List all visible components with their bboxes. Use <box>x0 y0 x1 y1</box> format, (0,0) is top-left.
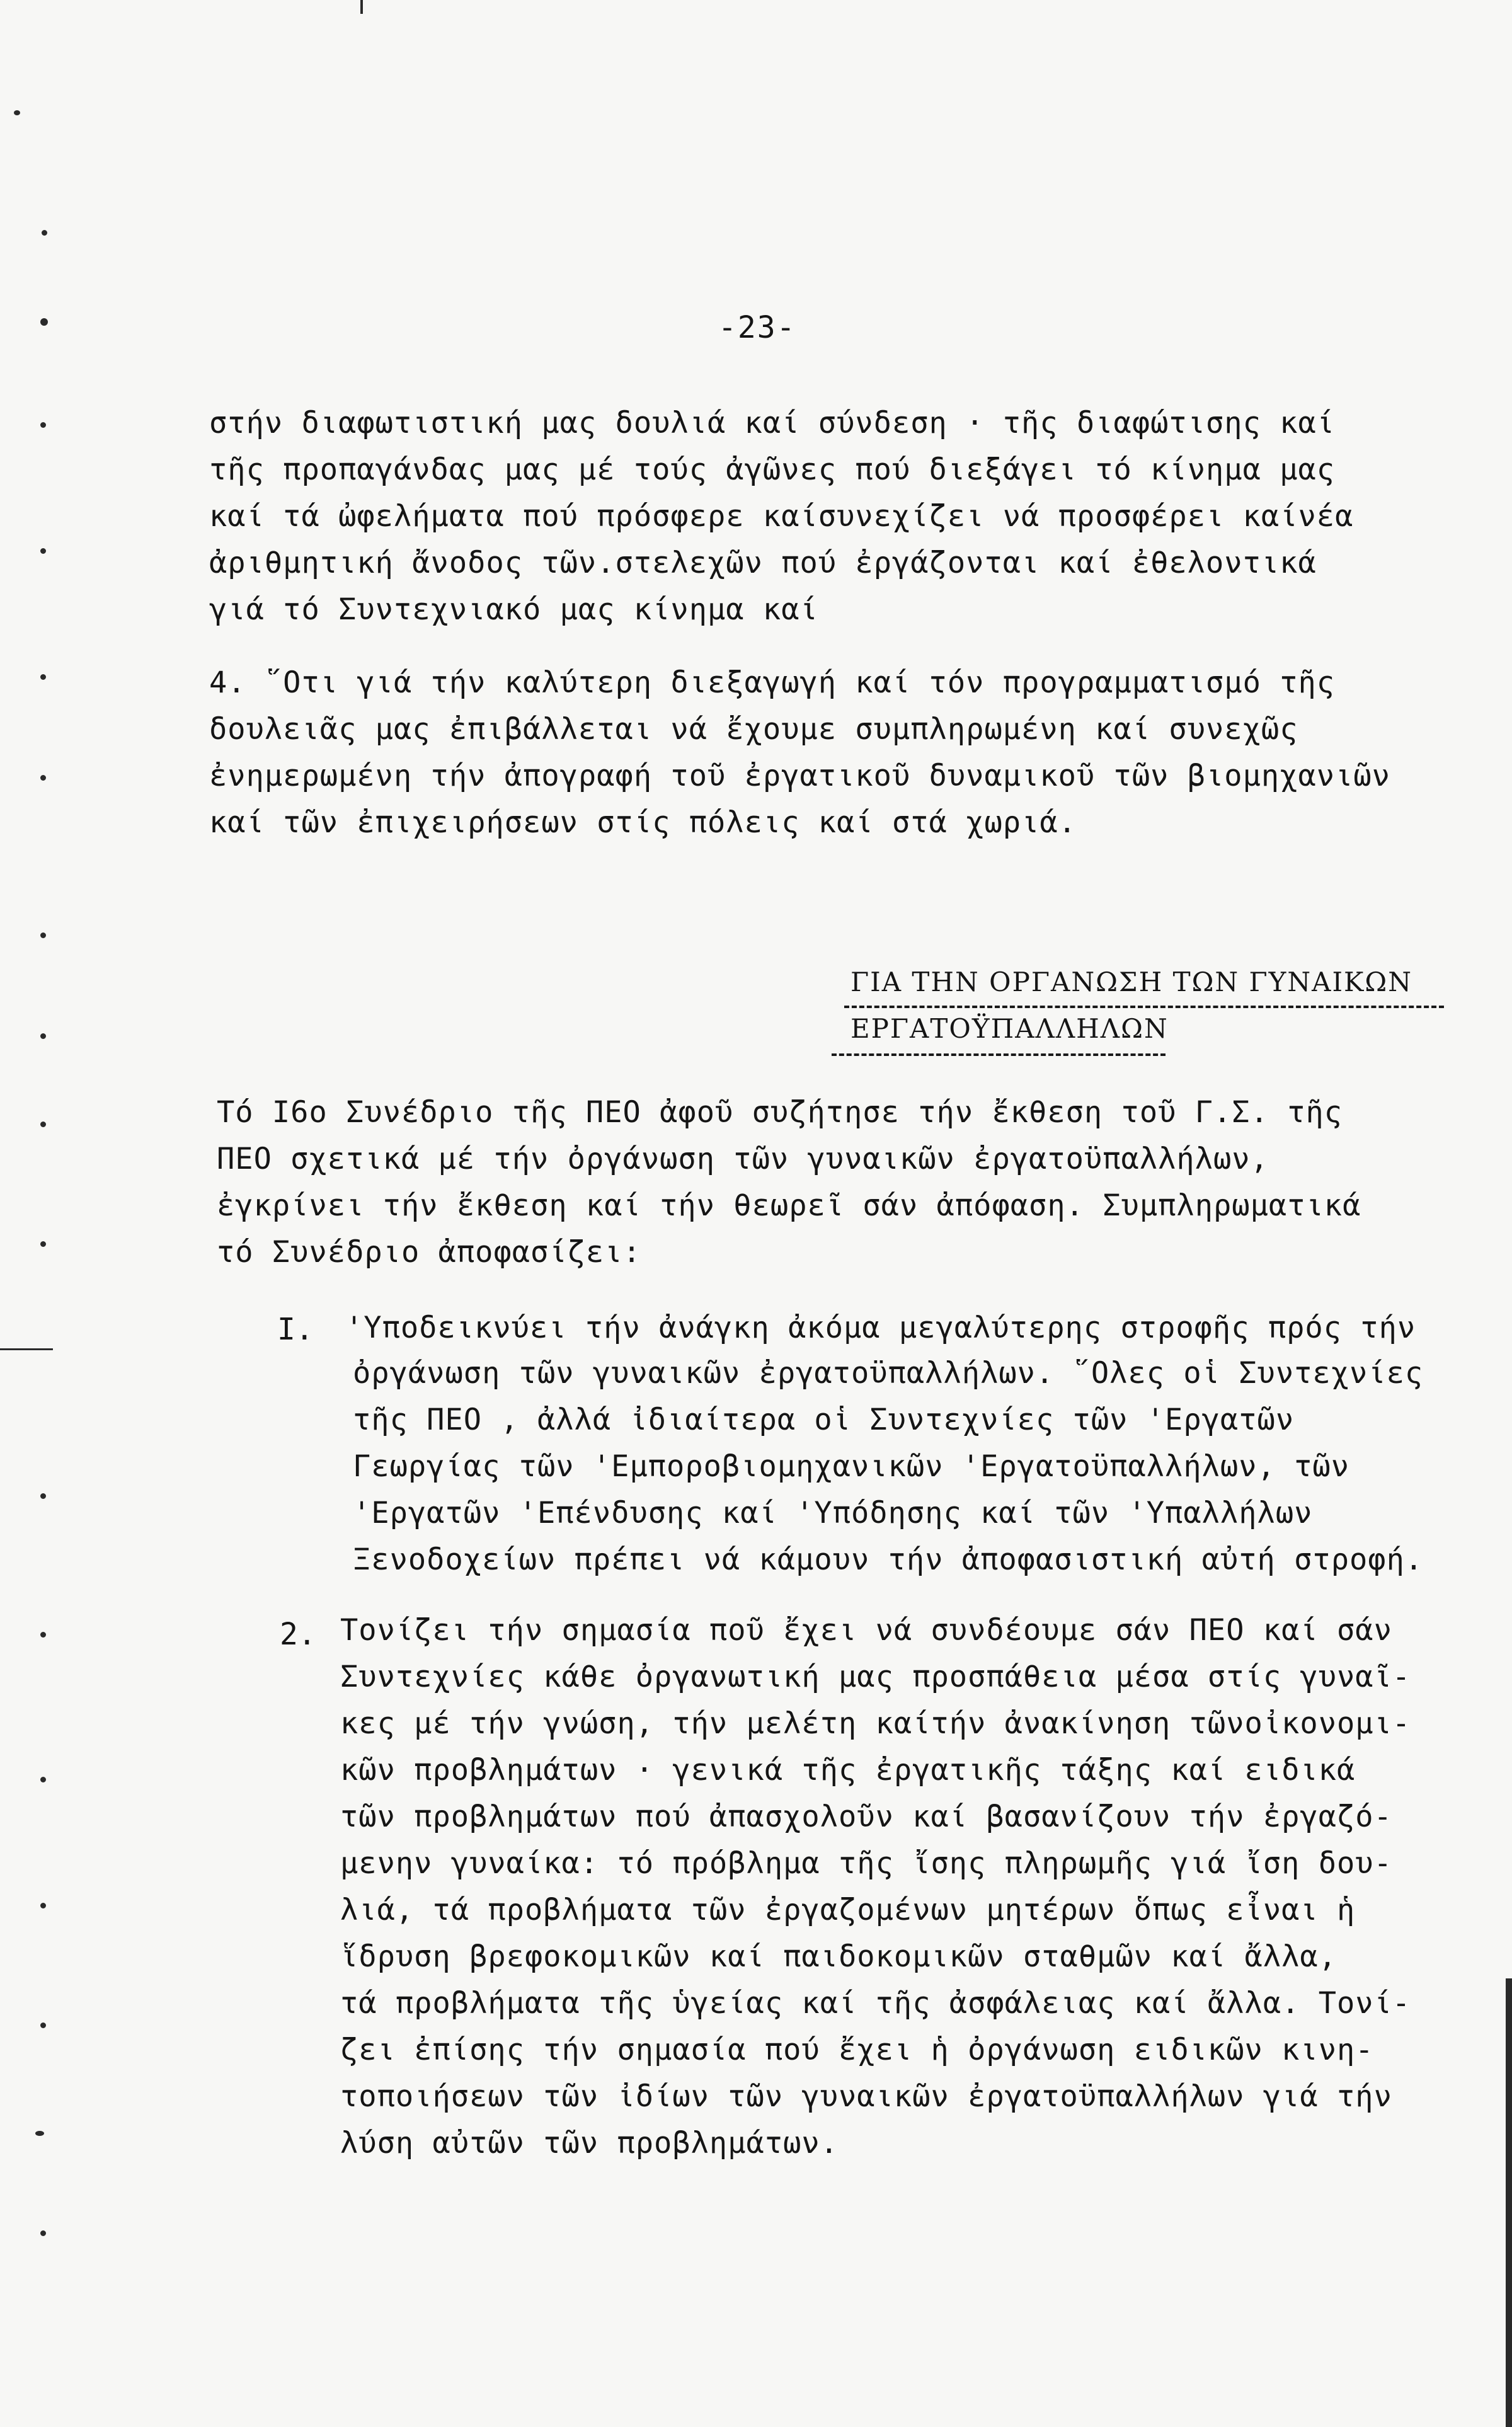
paragraph-line: τά προβλήματα τῆς ὑγείας καί τῆς ἀσφάλειας καί ἄλλα. Τονί- <box>340 1986 1411 2021</box>
scan-speck <box>40 1632 46 1638</box>
paragraph-line: ἐγκρίνει τήν ἔκθεση καί τήν θεωρεῖ σάν ἀπόφαση. Συμπληρωματικά <box>217 1188 1361 1223</box>
scan-speck <box>40 2230 46 2236</box>
paragraph-line: τό Συνέδριο ἀποφασίζει: <box>217 1235 641 1270</box>
scan-speck <box>40 1033 46 1039</box>
scan-speck <box>1506 1978 1512 2427</box>
scan-speck <box>40 932 46 938</box>
scan-speck <box>40 2023 46 2028</box>
scan-speck <box>40 548 46 554</box>
paragraph-line: ζει ἐπίσης τήν σημασία πού ἔχει ἡ ὀργάνωση ειδικῶν κινη- <box>340 2033 1374 2067</box>
paragraph-line: ἵδρυση βρεφοκομικῶν καί παιδοκομικῶν σταθμῶν καί ἄλλα, <box>340 1939 1337 1974</box>
paragraph-line: ἀριθμητική ἄνοδος τῶν.στελεχῶν πού ἐργάζονται καί ἐθελοντικά <box>209 546 1317 580</box>
scan-speck <box>40 1777 46 1782</box>
paragraph-line: ἐνημερωμένη τήν ἀπογραφή τοῦ ἐργατικοῦ δυναμικοῦ τῶν βιομηχανιῶν <box>209 759 1390 793</box>
heading-underline <box>832 1053 1166 1056</box>
paragraph-line: γιά τό Συντεχνιακό μας κίνημα καί <box>209 592 818 627</box>
scan-speck <box>40 674 46 680</box>
paragraph-line: δουλειᾶς μας ἐπιβάλλεται νά ἔχουμε συμπληρωμένη καί συνεχῶς <box>209 712 1298 747</box>
section-heading-line-2: ΕΡΓΑΤΟΫΠΑΛΛΗΛΩΝ <box>850 1013 1169 1044</box>
paragraph-line: μενην γυναίκα: τό πρόβλημα τῆς ἴσης πληρωμῆς γιά ἴση δου- <box>340 1846 1392 1881</box>
paragraph-line: καί τῶν ἐπιχειρήσεων στίς πόλεις καί στά χωριά. <box>209 805 1077 840</box>
scan-speck <box>40 775 46 781</box>
scan-speck <box>40 1241 46 1247</box>
scan-speck <box>40 318 48 326</box>
paragraph-line: 'Εργατῶν 'Επένδυσης καί 'Υπόδησης καί τῶν 'Υπαλλήλων <box>353 1496 1313 1530</box>
paragraph-line: στήν διαφωτιστική μας δουλιά καί σύνδεση · τῆς διαφώτισης καί <box>209 406 1336 440</box>
scan-speck <box>360 0 363 14</box>
paragraph-line: τῶν προβλημάτων πού ἀπασχολοῦν καί βασανίζουν τήν ἐργαζό- <box>340 1799 1392 1834</box>
paragraph-line: κῶν προβλημάτων · γενικά τῆς ἐργατικῆς τάξης καί ειδικά <box>340 1753 1356 1787</box>
heading-underline <box>844 1006 1444 1008</box>
paragraph-line: τῆς ΠΕΟ , ἀλλά ἰδιαίτερα οἱ Συντεχνίες τῶν 'Εργατῶν <box>353 1403 1295 1437</box>
paragraph-line: 'Υποδεικνύει τήν ἀνάγκη ἀκόμα μεγαλύτερης στροφῆς πρός τήν <box>345 1311 1416 1345</box>
paragraph-line: ΠΕΟ σχετικά μέ τήν ὀργάνωση τῶν γυναικῶν ἐργατοϋπαλλήλων, <box>217 1142 1269 1176</box>
scan-speck <box>40 1903 46 1908</box>
paragraph-line: 4. ῞Οτι γιά τήν καλύτερη διεξαγωγή καί τόν προγραμματισμό τῆς <box>209 665 1336 700</box>
item-number: 2. <box>280 1617 316 1652</box>
scan-speck <box>40 1122 46 1127</box>
section-heading-line-1: ΓΙΑ ΤΗΝ ΟΡΓΑΝΩΣΗ ΤΩΝ ΓΥΝΑΙΚΩΝ <box>850 967 1412 997</box>
scan-speck <box>35 2131 44 2136</box>
paragraph-line: Γεωργίας τῶν 'Εμποροβιομηχανικῶν 'Εργατοϋπαλλήλων, τῶν <box>353 1449 1350 1484</box>
scan-speck <box>42 230 47 236</box>
paragraph-line: Ξενοδοχείων πρέπει νά κάμουν τήν ἀποφασιστική αὐτή στροφή. <box>353 1542 1424 1577</box>
page-number: -23- <box>718 310 796 345</box>
paragraph-line: λύση αὐτῶν τῶν προβλημάτων. <box>340 2126 839 2160</box>
paragraph-line: κες μέ τήν γνώση, τήν μελέτη καίτήν ἀνακίνηση τῶνοἰκονομι- <box>340 1706 1411 1741</box>
paragraph-line: ὀργάνωση τῶν γυναικῶν ἐργατοϋπαλλήλων. ῞Ολες οἱ Συντεχνίες <box>353 1356 1424 1391</box>
paragraph-line: τῆς προπαγάνδας μας μέ τούς ἀγῶνες πού διεξάγει τό κίνημα μας <box>209 452 1336 487</box>
scan-speck <box>0 1348 53 1350</box>
paragraph-line: Τονίζει τήν σημασία ποῦ ἔχει νά συνδέουμε σάν ΠΕΟ καί σάν <box>340 1613 1392 1648</box>
paragraph-line: λιά, τά προβλήματα τῶν ἐργαζομένων μητέρων ὅπως εἶναι ἡ <box>340 1893 1356 1927</box>
scan-speck <box>40 1493 46 1499</box>
paragraph-line: καί τά ὠφελήματα πού πρόσφερε καίσυνεχίζει νά προσφέρει καίνέα <box>209 499 1354 534</box>
paragraph-line: Τό Ι6ο Συνέδριο τῆς ΠΕΟ ἀφοῦ συζήτησε τήν ἔκθεση τοῦ Γ.Σ. τῆς <box>217 1095 1343 1130</box>
scan-speck <box>14 110 20 115</box>
paragraph-line: τοποιήσεων τῶν ἰδίων τῶν γυναικῶν ἐργατοϋπαλλήλων γιά τήν <box>340 2079 1392 2114</box>
paragraph-line: Συντεχνίες κάθε ὀργανωτική μας προσπάθεια μέσα στίς γυναῖ- <box>340 1660 1411 1694</box>
item-number: Ι. <box>277 1312 314 1347</box>
scan-speck <box>40 422 46 428</box>
